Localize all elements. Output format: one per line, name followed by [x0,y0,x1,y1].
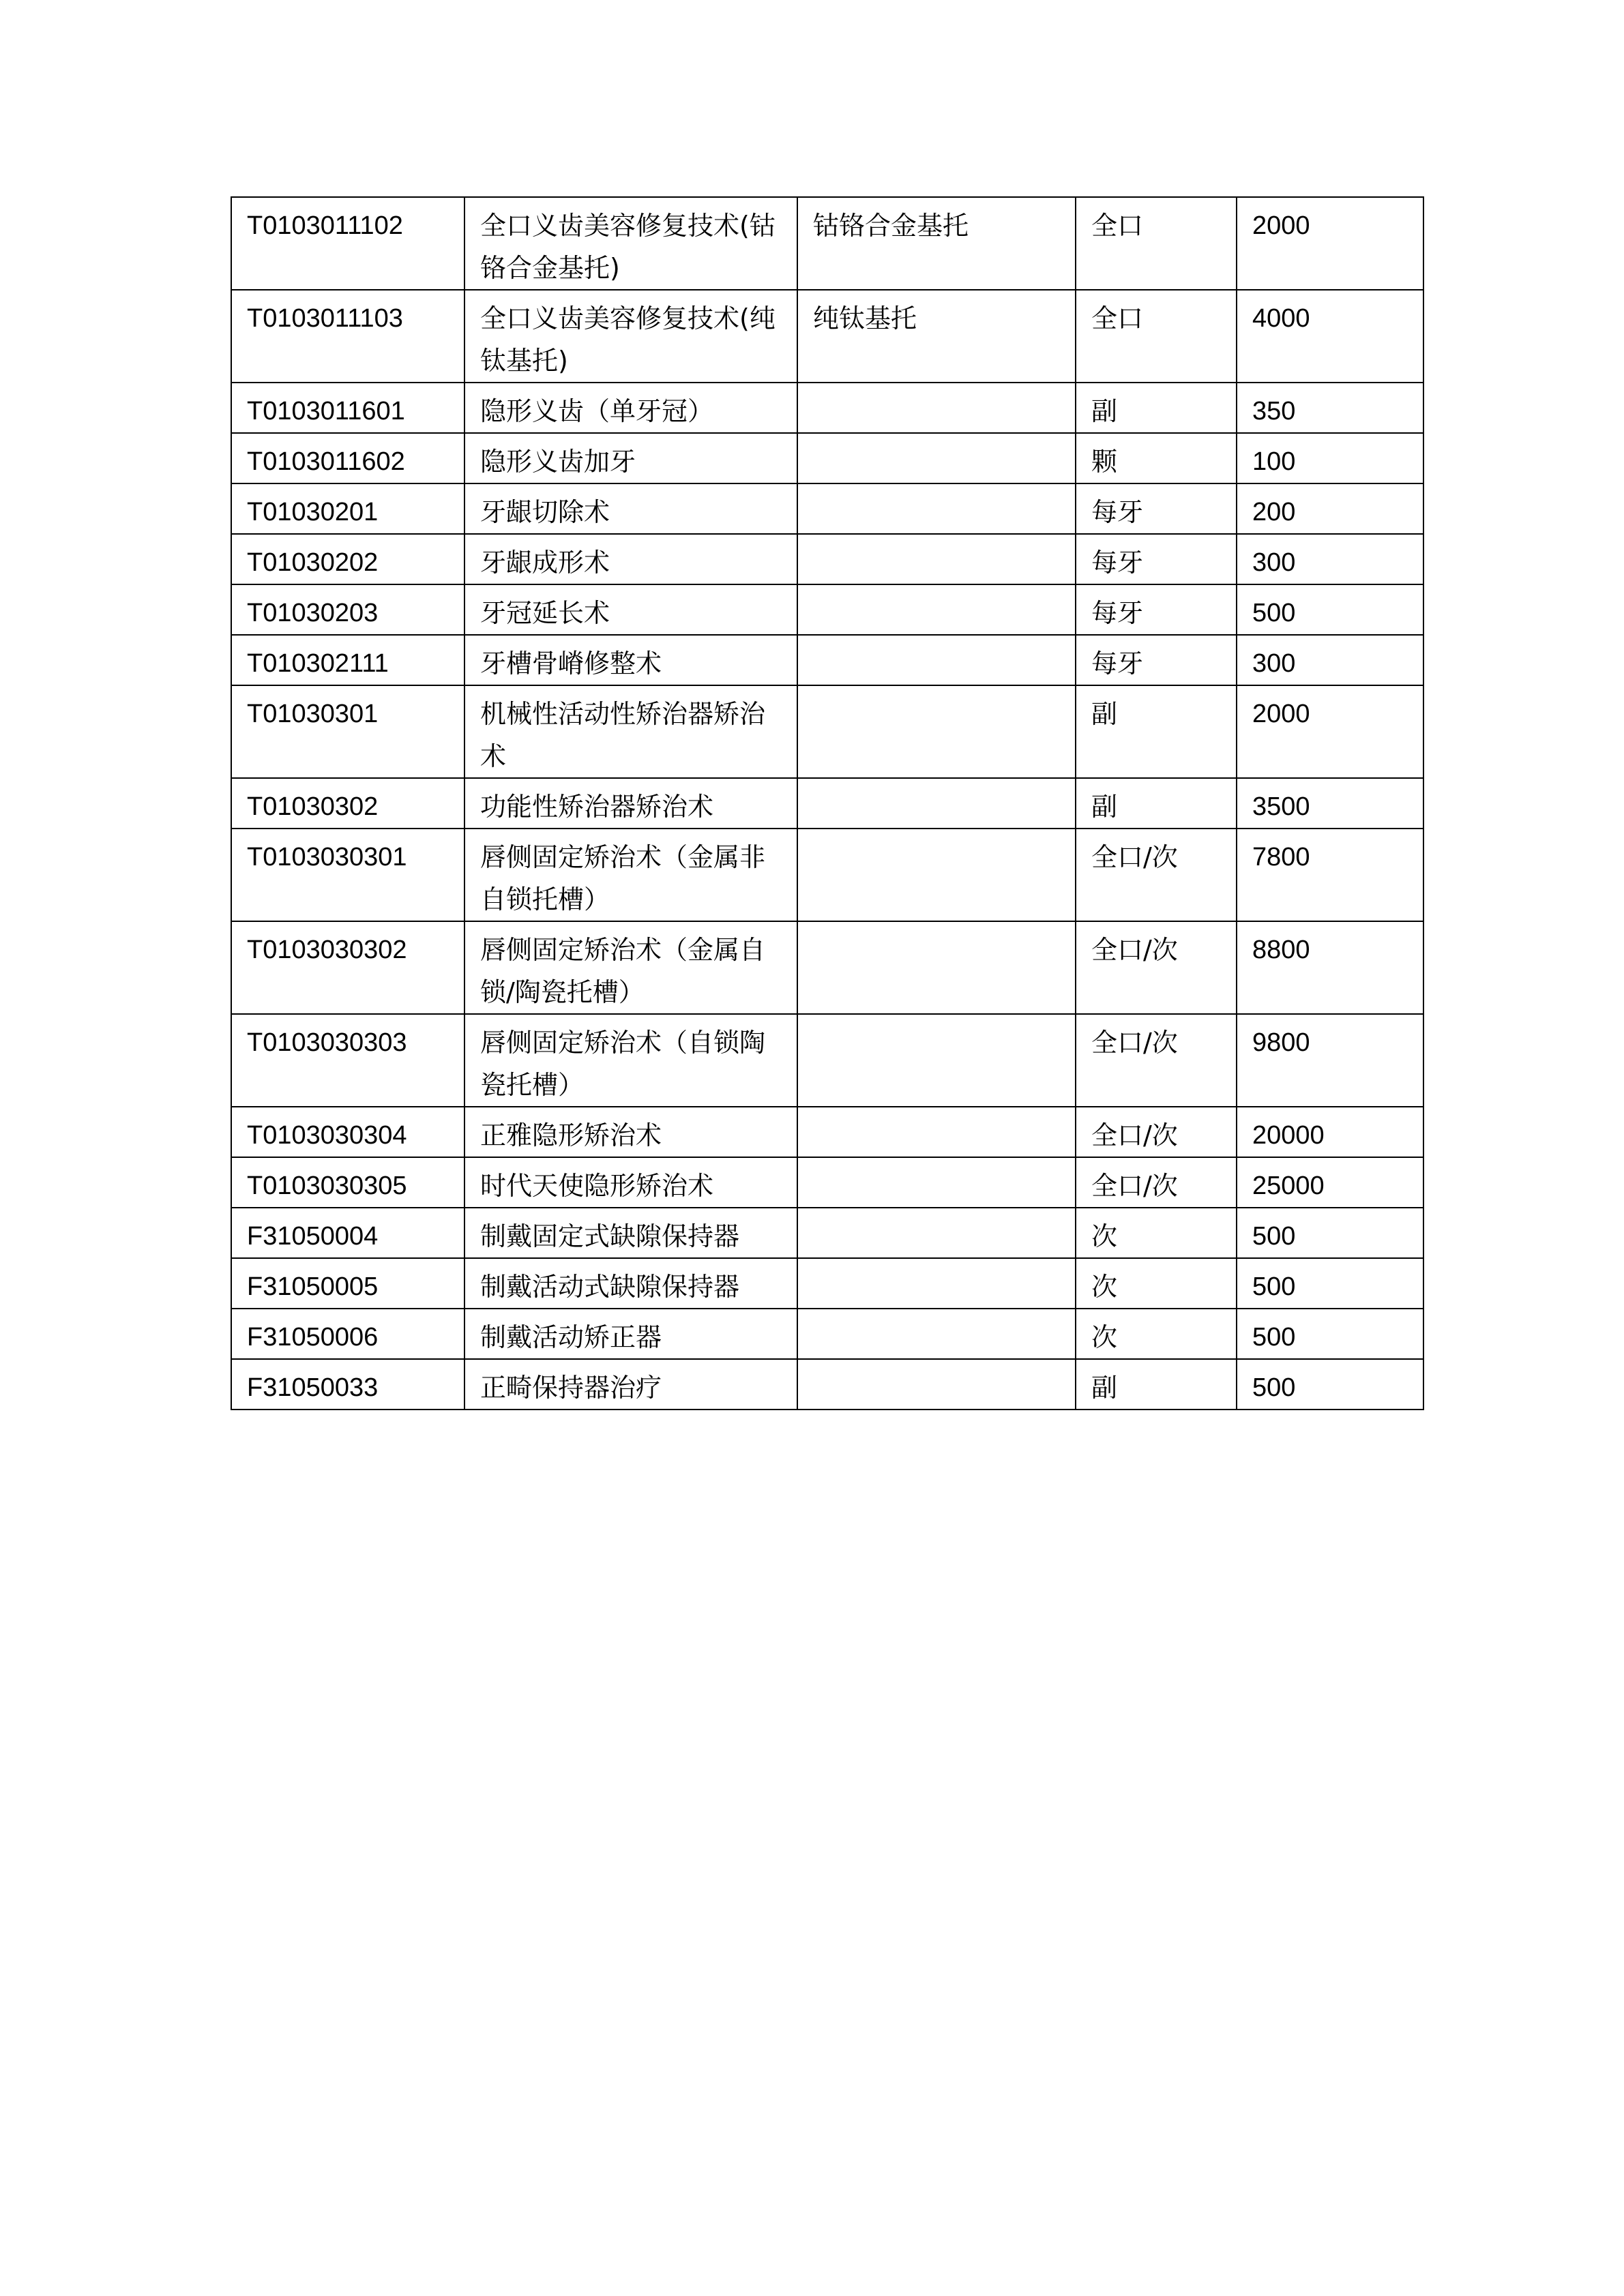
item-code: T01030202 [231,534,464,584]
item-unit: 全口/次 [1076,1107,1237,1157]
item-price: 300 [1237,534,1423,584]
item-name: 全口义齿美容修复技术(钴铬合金基托) [464,197,797,290]
item-price: 500 [1237,1309,1423,1359]
item-name: 全口义齿美容修复技术(纯钛基托) [464,290,797,383]
item-code: F31050005 [231,1258,464,1309]
item-material: 纯钛基托 [797,290,1076,383]
item-material [797,1014,1076,1107]
item-material [797,1157,1076,1208]
item-price: 3500 [1237,778,1423,829]
table-row [231,383,1423,433]
item-material [797,534,1076,584]
item-unit: 全口/次 [1076,921,1237,1014]
table-row [231,829,1423,921]
item-unit: 次 [1076,1258,1237,1309]
item-name: 机械性活动性矫治器矫治术 [464,685,797,778]
item-unit: 全口/次 [1076,829,1237,921]
item-code: T0103030305 [231,1157,464,1208]
item-code: T0103030303 [231,1014,464,1107]
item-name: 时代天使隐形矫治术 [464,1157,797,1208]
item-price: 500 [1237,1208,1423,1258]
table-row [231,1309,1423,1359]
item-code: T0103011103 [231,290,464,383]
item-material [797,635,1076,685]
item-material [797,1309,1076,1359]
item-material [797,584,1076,635]
item-material [797,1258,1076,1309]
item-price: 500 [1237,1359,1423,1410]
item-price: 25000 [1237,1157,1423,1208]
item-code: T010302111 [231,635,464,685]
item-price: 300 [1237,635,1423,685]
item-unit: 副 [1076,383,1237,433]
item-code: F31050004 [231,1208,464,1258]
item-price: 9800 [1237,1014,1423,1107]
item-material [797,685,1076,778]
item-name: 正雅隐形矫治术 [464,1107,797,1157]
item-unit: 次 [1076,1309,1237,1359]
item-code: T0103011102 [231,197,464,290]
item-code: T01030201 [231,483,464,534]
item-code: T0103030302 [231,921,464,1014]
item-material [797,483,1076,534]
item-price: 350 [1237,383,1423,433]
item-unit: 颗 [1076,433,1237,483]
item-unit: 副 [1076,778,1237,829]
price-table [231,196,1424,1410]
table-row [231,1107,1423,1157]
item-price: 2000 [1237,197,1423,290]
item-name: 牙冠延长术 [464,584,797,635]
item-material [797,383,1076,433]
item-unit: 全口 [1076,290,1237,383]
table-row [231,433,1423,483]
item-price: 4000 [1237,290,1423,383]
item-name: 隐形义齿（单牙冠） [464,383,797,433]
item-name: 正畸保持器治疗 [464,1359,797,1410]
item-material [797,1107,1076,1157]
table-row [231,1208,1423,1258]
item-material [797,433,1076,483]
table-row [231,197,1423,290]
item-code: F31050033 [231,1359,464,1410]
item-code: T01030301 [231,685,464,778]
item-price: 200 [1237,483,1423,534]
table-row [231,290,1423,383]
item-price: 2000 [1237,685,1423,778]
item-unit: 副 [1076,685,1237,778]
table-row [231,534,1423,584]
item-code: T01030203 [231,584,464,635]
item-price: 8800 [1237,921,1423,1014]
item-name: 唇侧固定矫治术（自锁陶瓷托槽） [464,1014,797,1107]
item-name: 功能性矫治器矫治术 [464,778,797,829]
item-material [797,1208,1076,1258]
table-row [231,1014,1423,1107]
item-material [797,829,1076,921]
table-row [231,778,1423,829]
item-price: 100 [1237,433,1423,483]
item-name: 制戴活动式缺隙保持器 [464,1258,797,1309]
table-row [231,483,1423,534]
item-unit: 次 [1076,1208,1237,1258]
table-row [231,635,1423,685]
table-row [231,1157,1423,1208]
item-code: T01030302 [231,778,464,829]
table-row [231,1359,1423,1410]
table-row [231,921,1423,1014]
item-code: T0103030304 [231,1107,464,1157]
item-unit: 全口/次 [1076,1157,1237,1208]
table-row [231,584,1423,635]
item-name: 制戴活动矫正器 [464,1309,797,1359]
item-unit: 每牙 [1076,534,1237,584]
table-row [231,685,1423,778]
item-unit: 副 [1076,1359,1237,1410]
item-material: 钴铬合金基托 [797,197,1076,290]
item-unit: 每牙 [1076,584,1237,635]
item-code: T0103011602 [231,433,464,483]
item-name: 牙槽骨嵴修整术 [464,635,797,685]
item-price: 20000 [1237,1107,1423,1157]
item-unit: 全口/次 [1076,1014,1237,1107]
item-price: 500 [1237,1258,1423,1309]
item-name: 牙龈成形术 [464,534,797,584]
item-price: 7800 [1237,829,1423,921]
table-row [231,1258,1423,1309]
item-code: F31050006 [231,1309,464,1359]
item-material [797,1359,1076,1410]
item-code: T0103030301 [231,829,464,921]
item-unit: 每牙 [1076,483,1237,534]
item-unit: 每牙 [1076,635,1237,685]
item-price: 500 [1237,584,1423,635]
item-name: 制戴固定式缺隙保持器 [464,1208,797,1258]
item-name: 唇侧固定矫治术（金属自锁/陶瓷托槽） [464,921,797,1014]
item-unit: 全口 [1076,197,1237,290]
item-material [797,778,1076,829]
item-code: T0103011601 [231,383,464,433]
item-name: 牙龈切除术 [464,483,797,534]
item-material [797,921,1076,1014]
item-name: 隐形义齿加牙 [464,433,797,483]
item-name: 唇侧固定矫治术（金属非自锁托槽） [464,829,797,921]
